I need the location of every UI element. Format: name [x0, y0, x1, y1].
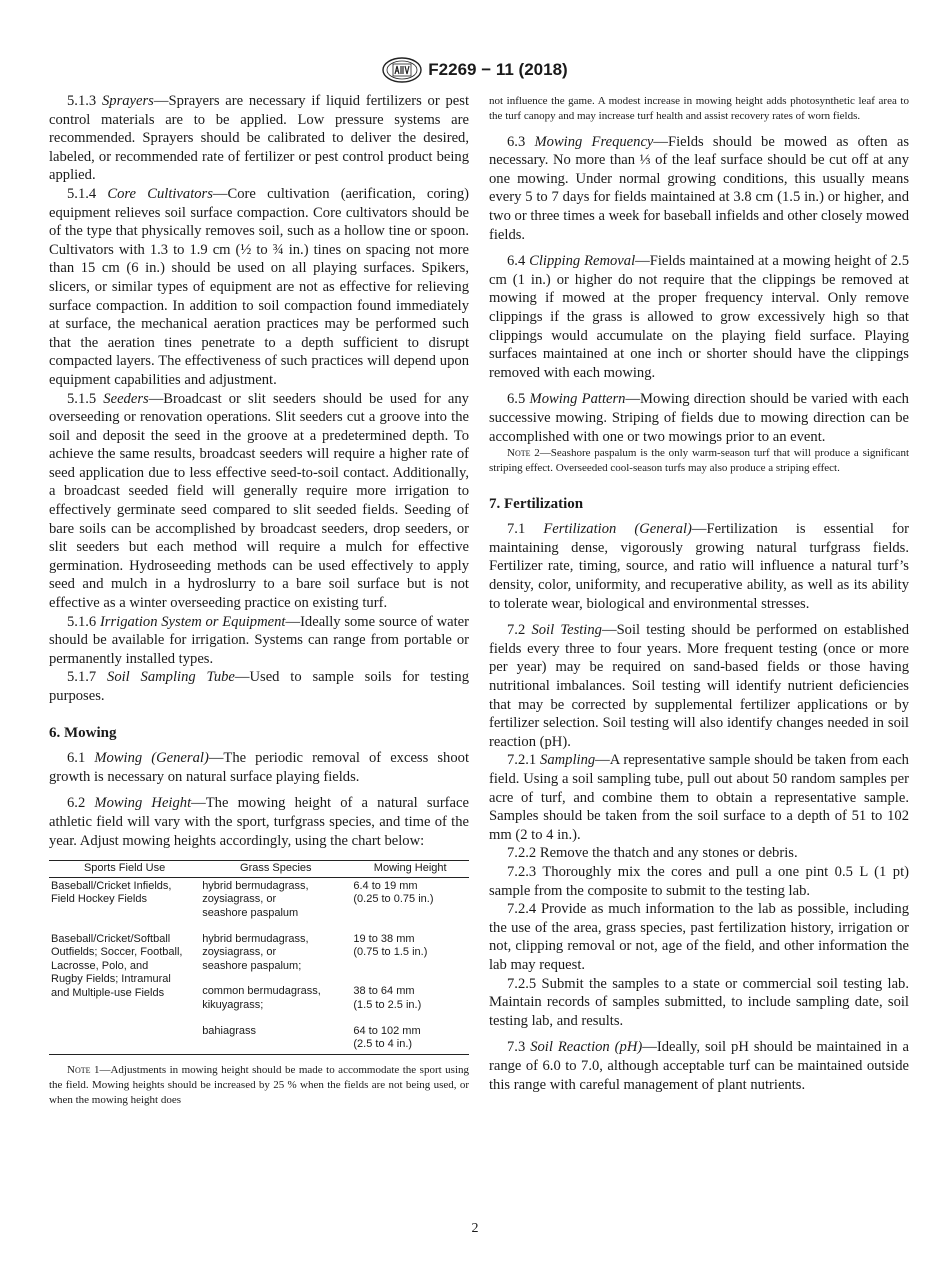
section-7-3: 7.3 Soil Reaction (pH)—Ideally, soil pH should be maintained in a range of 6.0 to 7.0, although acceptable turf can be maintained outside this range with careful management of plant nutrients. [489, 1039, 909, 1093]
table-cell: 64 to 102 mm (2.5 to 4 in.) [351, 1013, 469, 1055]
table-cell: bahiagrass [200, 1013, 351, 1055]
table-cell: Baseball/Cricket/Softball Outfields; Soccer, Football, Lacrosse, Polo, and Rugby Fields; Intramural and Multiple-use Fields [51, 932, 183, 999]
section-5-1-6: 5.1.6 Irrigation System or Equipment—Ideally some source of water should be available for irrigation. Systems can range from portable or permanently installed types. [49, 613, 469, 667]
section-7-1: 7.1 Fertilization (General)—Fertilization is essential for maintaining dense, vigorously growing natural turfgrass fields. Fertilizer rate, timing, source, and ratio will influence a natural turf’s density, color, uniformity, and recuperative ability, as well as its ability to tolerate wear, biological and environmental stresses. [489, 521, 909, 612]
table-cell: hybrid bermudagrass, zoysiagrass, or seashore paspalum [202, 879, 309, 919]
astm-logo-icon [382, 56, 422, 84]
table-cell: 38 to 64 mm (1.5 to 2.5 in.) [353, 985, 422, 1011]
note-2: Note 2—Seashore paspalum is the only warm-season turf that will produce a significant striping effect. Overseeded cool-season turfs may also produce a striping effect. [489, 447, 909, 475]
section-6-2: 6.2 Mowing Height—The mowing height of a natural surface athletic field will vary with the sport, turfgrass species, and time of the year. Adjust mowing heights accordingly, using the chart below: [49, 795, 469, 849]
note-1: Note 1—Adjustments in mowing height should be made to accommodate the sport using the field. Mowing heights should be increased by 25 % when the fields are not being used, or when the mowing height does [49, 1063, 469, 1107]
left-column [49, 92, 469, 1109]
section-6-4: 6.4 Clipping Removal—Fields maintained at a mowing height of 2.5 cm (1 in.) or higher do not require that the clippings be removed at mowing if mowed at the proper frequency interval. Only remove clippings if the grass is allowed to grow excessively high so that clippings would accumulate on the playing field surface. Playing surfaces maintained at one inch or shorter should have the clippings removed with each mowing. [489, 253, 910, 381]
table-cell: hybrid bermudagrass, zoysiagrass, or seashore paspalum; [202, 932, 309, 972]
table-row [49, 921, 469, 974]
section-7-2-3: 7.2.3 Thoroughly mix the cores and pull a one pint 0.5 L (1 pt) sample from the composite to submit to the testing lab. [489, 863, 909, 899]
column-header: Mowing Height [351, 861, 469, 878]
section-7-2-2: 7.2.2 Remove the thatch and any stones or debris. [507, 845, 798, 862]
table-cell: Baseball/Cricket Infields, Field Hockey Fields [51, 879, 172, 906]
section-7-2-5: 7.2.5 Submit the samples to a state or commercial soil testing lab. Maintain records of samples submitted, to include sampling date, soil testing lab, and results. [489, 975, 909, 1029]
section-7-2: 7.2 Soil Testing—Soil testing should be performed on established fields every three to four years. More frequent testing (once or more per year) may be required on sand-based fields or those having nutritional imbalances. Soil testing will identify nutrient deficiencies that may be corrected by supplemental fertilizer applications or by fertilizer selection. Soil testing will also identify changes needed in soil reaction (pH). [489, 622, 909, 750]
heading-fertilization: 7. Fertilization [489, 495, 584, 512]
section-5-1-3: 5.1.3 Sprayers—Sprayers are necessary if liquid fertilizers or pest control materials are to be applied. Low pressure systems are recommended. Sprayers should be calibrated to deliver the desired, labeled, or recommended rate of fertilizer or pest control product being applied. [49, 93, 469, 184]
column-header: Sports Field Use [49, 861, 200, 878]
table-cell: common bermudagrass, kikuyagrass; [202, 985, 321, 1011]
table-cell: 19 to 38 mm (0.75 to 1.5 in.) [353, 932, 428, 959]
heading-mowing: 6. Mowing [49, 724, 117, 741]
section-7-2-4: 7.2.4 Provide as much information to the lab as possible, including the use of the area, grass species, past fertilization history, irrigation or not, clipping removal or not, age of the field, and other information the lab may request. [489, 901, 909, 973]
page-header [0, 56, 950, 84]
page-number: 2 [471, 1221, 479, 1236]
table-cell [49, 1013, 200, 1055]
standard-designation: F2269 − 11 (2018) [428, 60, 568, 79]
note-1-continued: not influence the game. A modest increase in mowing height adds photosynthetic leaf area to the turf canopy and may increase turf health and assist recovery rates of worn fields. [489, 95, 909, 123]
mowing-height-table [49, 860, 469, 1055]
section-5-1-4: 5.1.4 Core Cultivators—Core cultivation (aerification, coring) equipment relieves soil surface compaction. Core cultivators should be of the type that physically removes soil, such as a hollow tine or spoon. Cultivators with 1.3 to 1.9 cm (½ to ¾ in.) tines on spacing not more than 15 cm (6 in.) should be used on all playing surfaces. Spikers, slicers, or similar types of equipment are not as effective for relieving surface compaction. In addition to soil compaction found immediately at surface, the mechanical aeration practices may be performed such that the aeration tines penetrate to a depth sufficient to disrupt compacted layers. The effectiveness of such practices will depend upon equipment capabilities and adjustment. [49, 185, 469, 388]
section-6-3: 6.3 Mowing Frequency—Fields should be mowed as often as necessary. No more than ⅓ of the leaf surface should be cut off at any one mowing. Under normal growing conditions, this usually means every 5 to 7 days for fields maintained at 3.8 cm (1.5 in.) or higher, and two or three times a week for baseball infields and other closely mowed fields. [489, 133, 909, 243]
section-6-5: 6.5 Mowing Pattern—Mowing direction should be varied with each successive mowing. Striping of fields due to mowing direction can be accomplished with one or two mowings prior to an event. [489, 391, 909, 445]
section-5-1-7: 5.1.7 Soil Sampling Tube—Used to sample soils for testing purposes. [49, 669, 469, 704]
column-header: Grass Species [200, 861, 351, 878]
table-row [49, 1013, 469, 1055]
table-row [49, 877, 469, 920]
right-column [489, 94, 909, 1094]
section-6-1: 6.1 Mowing (General)—The periodic removal of excess shoot growth is necessary on natural surface playing fields. [49, 750, 470, 785]
table-cell: 6.4 to 19 mm (0.25 to 0.75 in.) [353, 879, 434, 906]
section-5-1-5: 5.1.5 Seeders—Broadcast or slit seeders should be used for any overseeding or renovation operations. Slit seeders cut a groove into the soil and deposit the seed in the groove at a predetermined depth. To achieve the same results, broadcast seeders will require a higher rate of seed application due to less effective seed-to-soil contact. Additionally, a broadcast seeded field will generally require more irrigation to effectively germinate seed compared to slit seeded fields. Seeding of bare soils can be accomplished by broadcast seeders, drop seeders, or slit seeders but each method will require a mulch for effective germination. Hydroseeding methods can be used effectively to apply seed and mulch in a hydroslurry to a bare soil surface but is not effective as a winter overseeding practice on existing turf. [49, 390, 469, 612]
section-7-2-1: 7.2.1 Sampling—A representative sample should be taken from each field. Using a soil sampling tube, pull out about 50 random samples per acre of turf, and combine them to obtain a representative sample. Samples should be taken from the soil surface to a depth of 51 to 102 mm (2 to 4 in.). [489, 752, 909, 843]
